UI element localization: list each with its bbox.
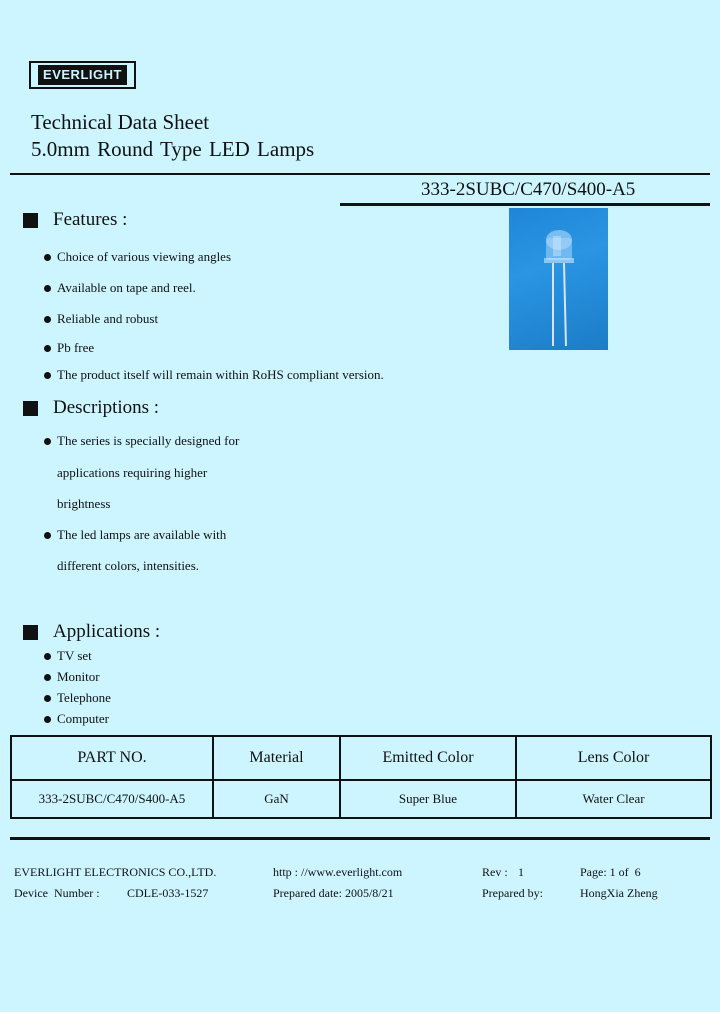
header-part-no: PART NO. — [11, 736, 213, 780]
website-link[interactable]: http : //www.everlight.com — [273, 865, 403, 879]
list-item — [44, 690, 111, 706]
spec-table — [10, 735, 712, 819]
cell-emitted-color: Super Blue — [340, 780, 516, 818]
list-item — [44, 280, 196, 296]
prepared-by-value: HongXia Zheng — [580, 886, 658, 900]
bullet-icon — [44, 532, 51, 539]
bullet-icon — [44, 438, 51, 445]
bullet-icon — [44, 285, 51, 292]
header-material: Material — [213, 736, 340, 780]
features-heading — [23, 209, 127, 231]
feature-text: The product itself will remain within RoHS compliant version. — [57, 367, 384, 382]
feature-text: Choice of various viewing angles — [57, 249, 232, 264]
application-text: Telephone — [57, 690, 111, 705]
cell-part-no: 333-2SUBC/C470/S400-A5 — [11, 780, 213, 818]
description-text: The series is specially designed for — [57, 433, 240, 448]
header-divider — [10, 173, 710, 175]
feature-text: Reliable and robust — [57, 311, 159, 326]
features-heading-text: Features : — [53, 209, 128, 230]
list-item — [44, 669, 100, 685]
part-number-underline — [340, 203, 710, 206]
list-item — [44, 711, 109, 727]
cell-lens-color: Water Clear — [516, 780, 711, 818]
table-header-row — [11, 736, 711, 780]
prepared-date: Prepared date: 2005/8/21 — [273, 886, 394, 900]
bullet-icon — [44, 345, 51, 352]
table-row — [11, 780, 711, 818]
description-text: applications requiring higher — [57, 465, 208, 480]
section-square-icon — [23, 625, 38, 640]
list-item — [44, 340, 94, 356]
footer-divider — [10, 837, 710, 840]
list-item — [44, 367, 384, 383]
bullet-icon — [44, 695, 51, 702]
section-square-icon — [23, 213, 38, 228]
application-text: Computer — [57, 711, 109, 726]
application-text: TV set — [57, 648, 92, 663]
description-text: The led lamps are available with — [57, 527, 227, 542]
description-text: brightness — [57, 496, 111, 511]
led-lamp-icon — [509, 208, 608, 350]
company-name: EVERLIGHT ELECTRONICS CO.,LTD. — [14, 865, 217, 879]
list-item — [44, 249, 231, 265]
bullet-icon — [44, 716, 51, 723]
part-number: 333-2SUBC/C470/S400-A5 — [421, 179, 636, 200]
led-product-photo — [509, 208, 608, 350]
application-text: Monitor — [57, 669, 100, 684]
bullet-icon — [44, 372, 51, 379]
list-item — [44, 527, 226, 543]
list-item — [44, 648, 92, 664]
list-item — [44, 311, 158, 327]
cell-material: GaN — [213, 780, 340, 818]
header-lens-color: Lens Color — [516, 736, 711, 780]
document-subtitle: 5.0mm Round Type LED Lamps — [31, 137, 315, 161]
list-item — [44, 433, 239, 449]
bullet-icon — [44, 254, 51, 261]
description-text: different colors, intensities. — [57, 558, 200, 573]
feature-text: Available on tape and reel. — [57, 280, 196, 295]
applications-heading-text: Applications : — [53, 621, 161, 642]
descriptions-heading-text: Descriptions : — [53, 397, 160, 418]
bullet-icon — [44, 653, 51, 660]
section-square-icon — [23, 401, 38, 416]
everlight-logo — [29, 61, 136, 89]
revision-value: 1 — [518, 865, 524, 879]
logo-text: EVERLIGHT — [38, 65, 127, 85]
device-number-label: Device Number : — [14, 886, 100, 900]
bullet-icon — [44, 316, 51, 323]
device-number-value: CDLE-033-1527 — [127, 886, 209, 900]
document-title: Technical Data Sheet — [31, 110, 210, 134]
revision-label: Rev : — [482, 865, 508, 879]
applications-heading — [23, 621, 160, 643]
header-emitted-color: Emitted Color — [340, 736, 516, 780]
feature-text: Pb free — [57, 340, 95, 355]
prepared-by-label: Prepared by: — [482, 886, 543, 900]
descriptions-heading — [23, 397, 159, 419]
bullet-icon — [44, 674, 51, 681]
page-info: Page: 1 of 6 — [580, 865, 641, 879]
